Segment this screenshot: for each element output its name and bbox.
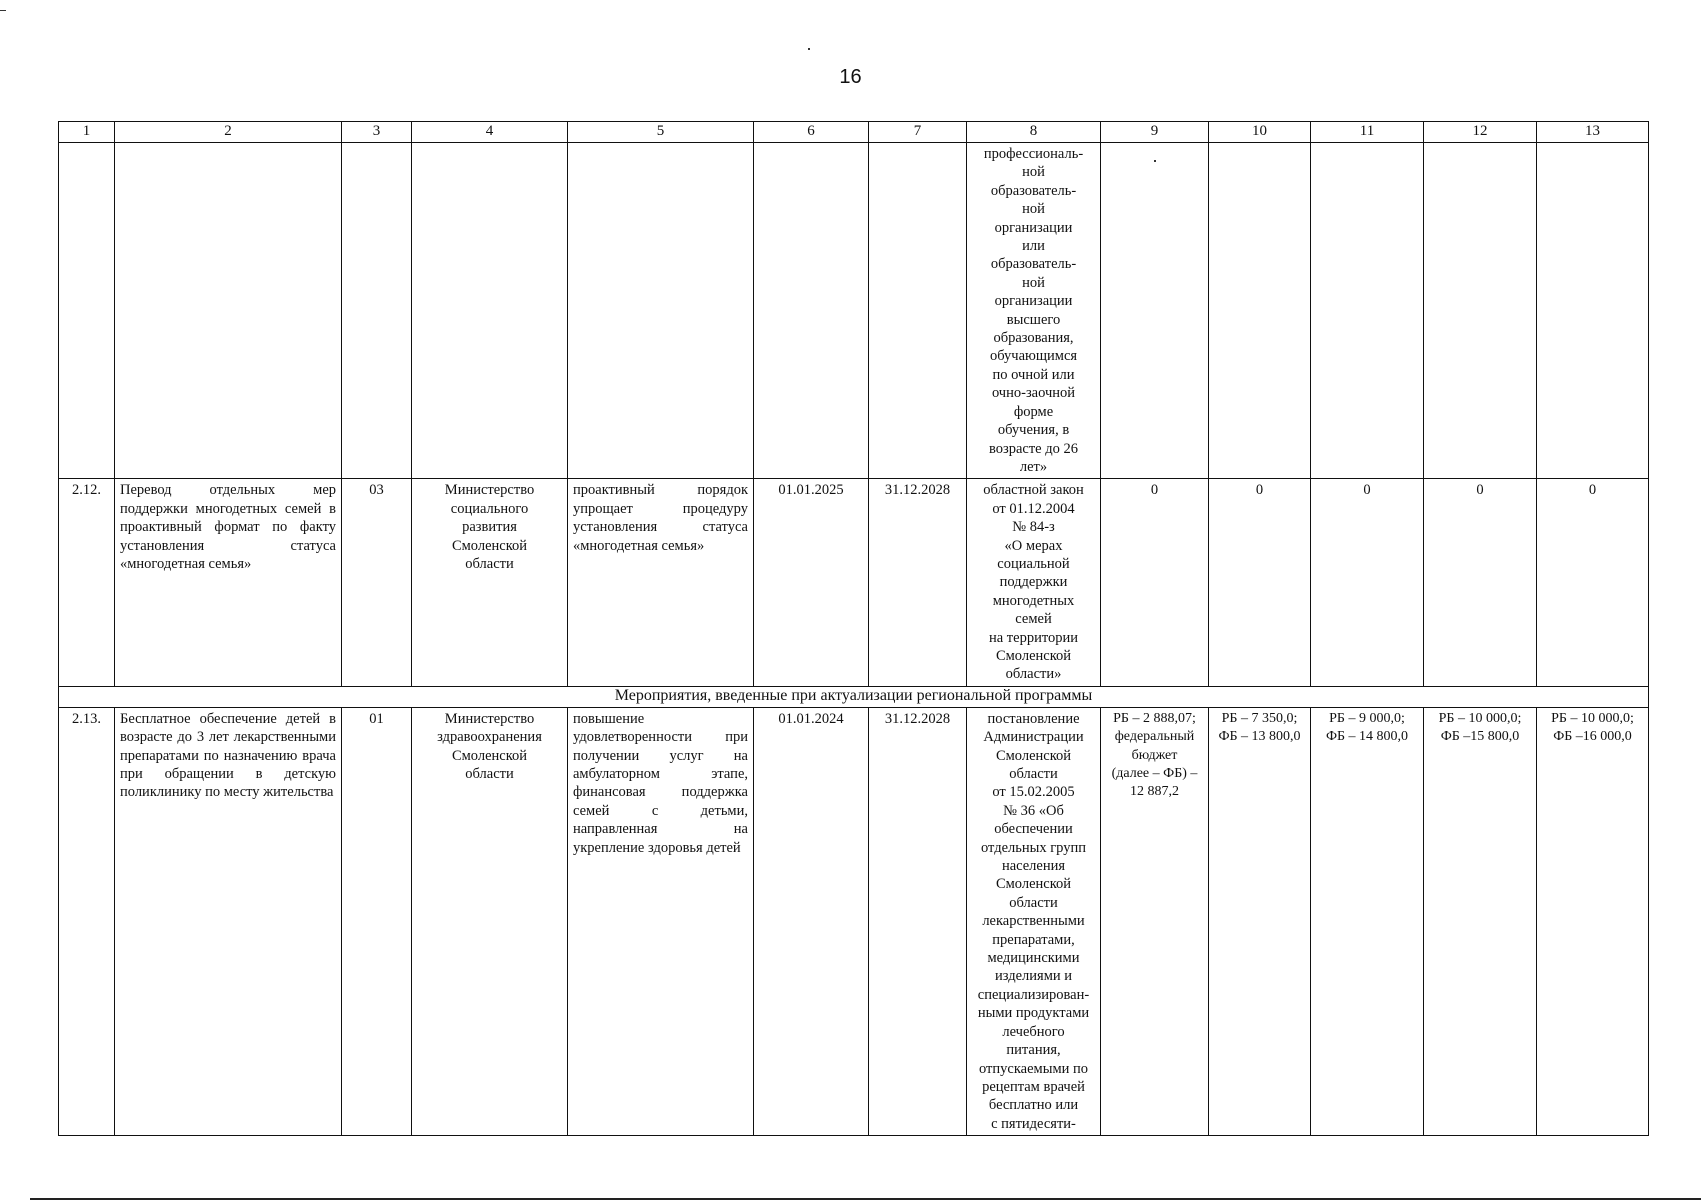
measure-code: 01 — [342, 707, 412, 1135]
column-header: 13 — [1537, 122, 1649, 143]
expected-result: повышение удовлетворенности при получении услуг на амбулаторном этапе, финансовая поддержка семей с детьми, направленная на укрепление здоровья детей — [568, 707, 754, 1135]
funding-value: РБ – 2 888,07; федеральный бюджет (далее – ФБ) – 12 887,2 — [1101, 707, 1209, 1135]
funding-value: РБ – 10 000,0; ФБ –15 800,0 — [1424, 707, 1537, 1135]
row-number: 2.12. — [59, 479, 115, 686]
column-header: 11 — [1311, 122, 1424, 143]
responsible-body: Министерство здравоохранения Смоленской области — [412, 707, 568, 1135]
scan-mark — [808, 48, 810, 50]
table-row — [59, 707, 1649, 1135]
funding-value: 0 — [1424, 479, 1537, 686]
column-header: 7 — [869, 122, 967, 143]
funding-value: РБ – 9 000,0; ФБ – 14 800,0 — [1311, 707, 1424, 1135]
column-header: 4 — [412, 122, 568, 143]
end-date: 31.12.2028 — [869, 707, 967, 1135]
funding-value: РБ – 10 000,0; ФБ –16 000,0 — [1537, 707, 1649, 1135]
row-number: 2.13. — [59, 707, 115, 1135]
funding-value: 0 — [1101, 479, 1209, 686]
section-row — [59, 686, 1649, 707]
column-header: 6 — [754, 122, 869, 143]
column-header: 10 — [1209, 122, 1311, 143]
column-header: 5 — [568, 122, 754, 143]
section-title: Мероприятия, введенные при актуализации региональной программы — [59, 686, 1649, 707]
legal-basis-cell: областной закон от 01.12.2004 № 84-з «О мерах социальной поддержки многодетных семей на территории Смоленской области» — [967, 479, 1101, 686]
column-header: 1 — [59, 122, 115, 143]
responsible-body: Министерство социального развития Смоленской области — [412, 479, 568, 686]
end-date: 31.12.2028 — [869, 479, 967, 686]
table-row — [59, 143, 1649, 479]
scan-mark — [1154, 160, 1156, 162]
legal-basis-cell: постановление Администрации Смоленской области от 15.02.2005 № 36 «Об обеспечении отдельных групп населения Смоленской области лекарственными препаратами, медицинскими изделиями и специализирован- ными продуктами лечебного питания, отпускаемыми по рецептам врачей бесплатно или с пятидесяти- — [967, 707, 1101, 1135]
column-header: 9 — [1101, 122, 1209, 143]
legal-basis-cell: профессиональ- ной образователь- ной организации или образователь- ной организации высшего образования, обучающимся по очной или очно-заочной форме обучения, в возрасте до 26 лет» — [967, 143, 1101, 479]
funding-value: 0 — [1209, 479, 1311, 686]
measure-code: 03 — [342, 479, 412, 686]
scan-mark — [0, 10, 6, 11]
start-date: 01.01.2025 — [754, 479, 869, 686]
program-table — [58, 121, 1649, 1136]
funding-value: 0 — [1537, 479, 1649, 686]
page-number: 16 — [839, 66, 862, 88]
funding-value: 0 — [1311, 479, 1424, 686]
column-header: 8 — [967, 122, 1101, 143]
measure-name: Бесплатное обеспечение детей в возрасте до 3 лет лекарственными препаратами по назначению врача при обращении в детскую поликлинику по месту жительства — [115, 707, 342, 1135]
column-number-row — [59, 122, 1649, 143]
column-header: 12 — [1424, 122, 1537, 143]
funding-value: РБ – 7 350,0; ФБ – 13 800,0 — [1209, 707, 1311, 1135]
table-row — [59, 479, 1649, 686]
start-date: 01.01.2024 — [754, 707, 869, 1135]
column-header: 2 — [115, 122, 342, 143]
measure-name: Перевод отдельных мер поддержки многодетных семей в проактивный формат по факту установления статуса «многодетная семья» — [115, 479, 342, 686]
expected-result: проактивный порядок упрощает процедуру установления статуса «многодетная семья» — [568, 479, 754, 686]
column-header: 3 — [342, 122, 412, 143]
